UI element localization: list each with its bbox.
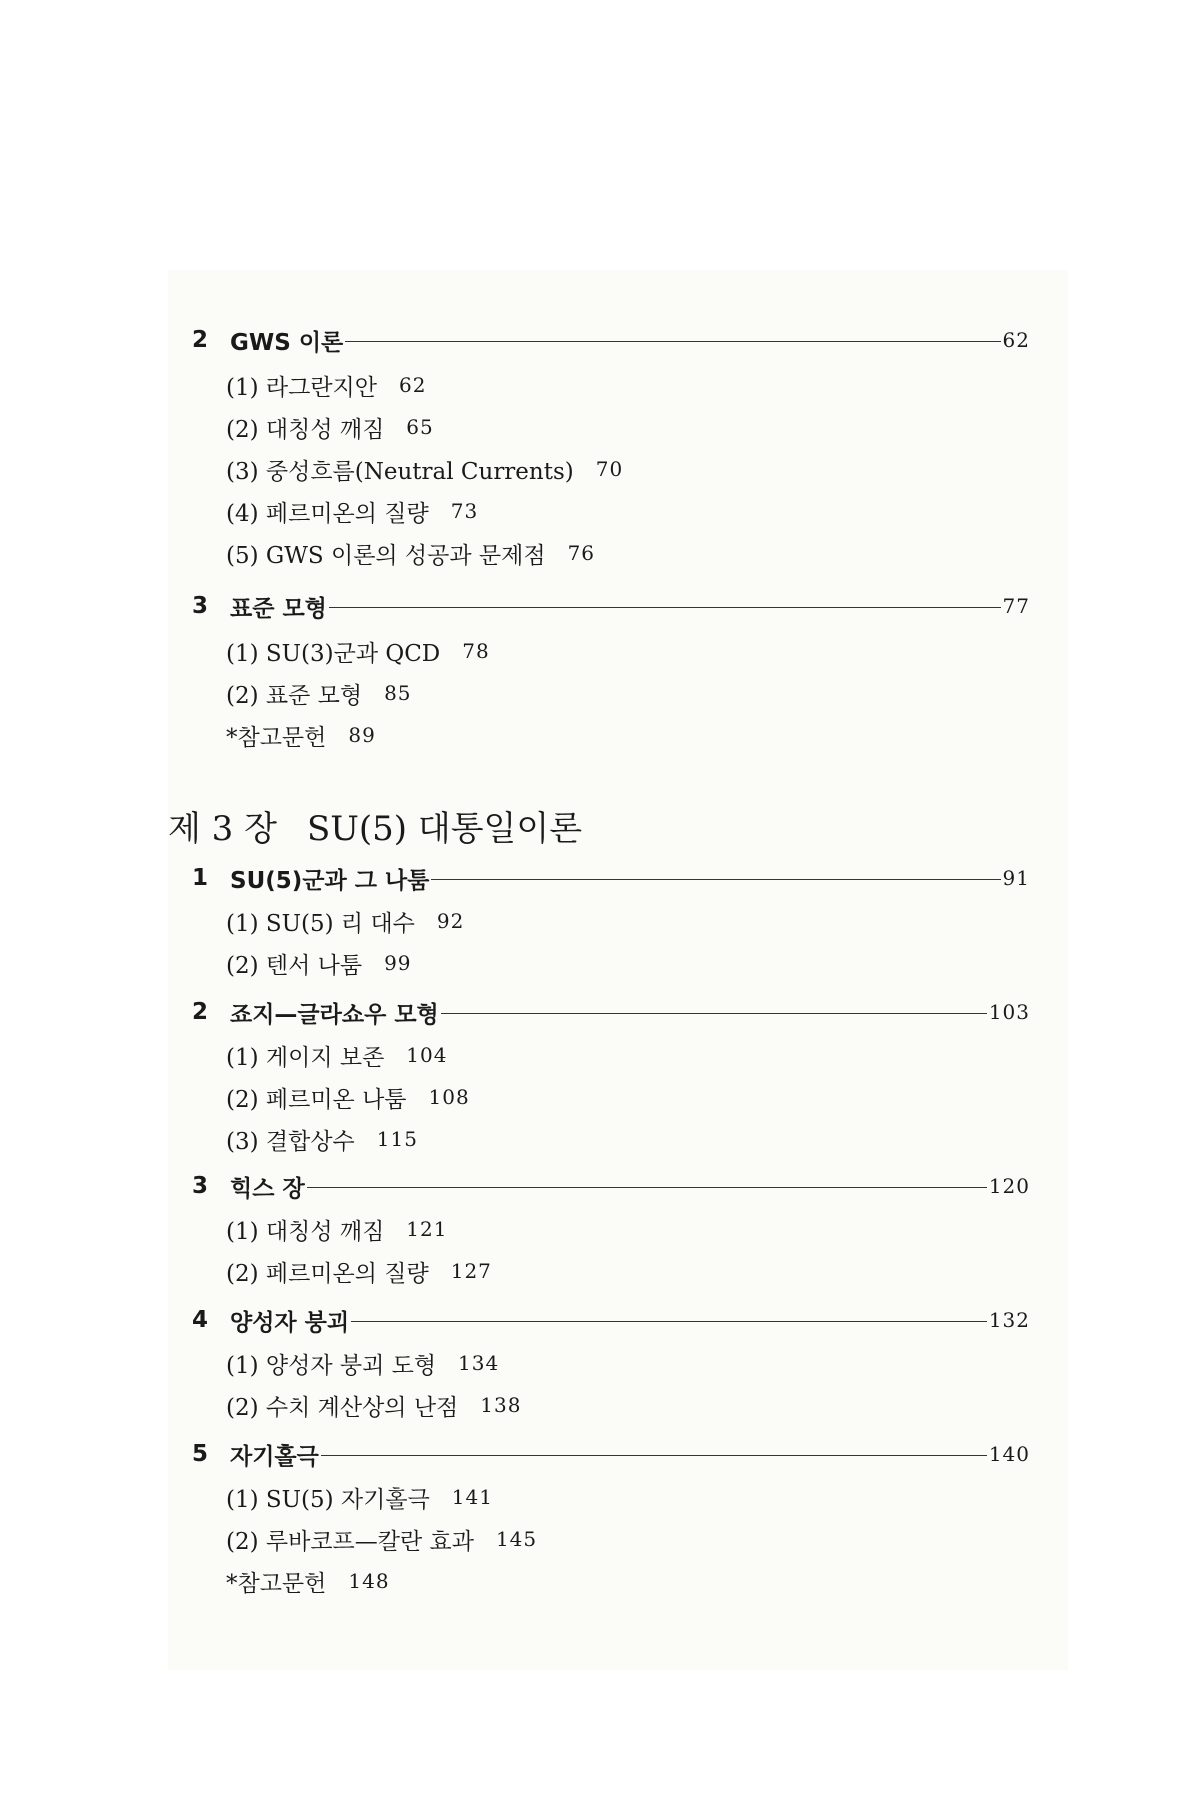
item-page: 121: [406, 1217, 448, 1241]
toc-item[interactable]: [226, 1254, 492, 1288]
toc-item[interactable]: [226, 1480, 493, 1514]
item-label: (2) 루바코프—칼란 효과: [226, 1528, 474, 1555]
item-label: (5) GWS 이론의 성공과 문제점: [226, 542, 546, 569]
item-label: (1) SU(3)군과 QCD: [226, 640, 441, 667]
item-page: 134: [458, 1351, 500, 1375]
toc-item[interactable]: [226, 410, 434, 444]
item-page: 78: [462, 639, 490, 663]
chapter-title: SU(5) 대통일이론: [306, 808, 583, 849]
item-label: (3) 중성흐름(Neutral Currents): [226, 458, 574, 485]
item-label: (1) SU(5) 자기홀극: [226, 1486, 430, 1513]
section-page: 77: [1002, 594, 1030, 618]
item-label: (2) 대칭성 깨짐: [226, 416, 385, 443]
item-page: 70: [595, 457, 624, 481]
toc-item[interactable]: [226, 1522, 537, 1556]
section-page: 103: [988, 1000, 1030, 1024]
toc-item[interactable]: [226, 368, 426, 402]
item-page: 65: [406, 415, 434, 439]
section-title: 자기홀극: [230, 1443, 319, 1470]
item-page: 92: [436, 909, 465, 933]
toc-item[interactable]: [226, 1212, 447, 1246]
toc-item[interactable]: [226, 494, 478, 528]
section-number: 2: [192, 999, 209, 1025]
item-label: (4) 페르미온의 질량: [226, 500, 429, 527]
section-number: 3: [192, 1173, 209, 1199]
item-page: 89: [348, 723, 376, 747]
item-page: 104: [406, 1043, 448, 1067]
item-page: 141: [451, 1485, 493, 1509]
toc-section-georgi-glashow[interactable]: [192, 994, 1030, 1030]
section-page: 120: [988, 1174, 1030, 1198]
toc-item[interactable]: [226, 452, 623, 486]
section-title: 양성자 붕괴: [230, 1309, 350, 1336]
toc-item[interactable]: [226, 1388, 521, 1422]
section-page: 91: [1002, 866, 1030, 890]
leader-rule: [307, 1187, 987, 1188]
section-title: 힉스 장: [230, 1175, 305, 1202]
toc-item[interactable]: [226, 1346, 499, 1380]
section-page: 62: [1002, 328, 1030, 352]
section-page: 132: [988, 1308, 1030, 1332]
toc-section-proton-decay[interactable]: [192, 1302, 1030, 1338]
toc-item[interactable]: [226, 904, 464, 938]
toc-item[interactable]: [226, 536, 595, 570]
toc-item[interactable]: [226, 676, 412, 710]
section-number: 4: [192, 1307, 209, 1333]
item-page: 148: [348, 1569, 390, 1593]
item-label: (1) 게이지 보존: [226, 1044, 385, 1071]
leader-rule: [351, 1321, 987, 1322]
toc-section-higgs-field[interactable]: [192, 1168, 1030, 1204]
item-page: 76: [567, 541, 596, 565]
section-title: GWS 이론: [230, 329, 344, 356]
item-page: 73: [450, 499, 479, 523]
toc-section-standard-model[interactable]: [192, 588, 1030, 624]
item-page: 138: [480, 1393, 522, 1417]
item-page: 115: [376, 1127, 418, 1151]
toc-section-su5-group[interactable]: [192, 860, 1030, 896]
section-title: 죠지—글라쇼우 모형: [230, 1001, 439, 1028]
item-page: 145: [495, 1527, 538, 1551]
item-label: (2) 페르미온의 질량: [226, 1260, 429, 1287]
section-title: 표준 모형: [230, 595, 327, 622]
chapter-label: 제 3 장: [168, 808, 277, 849]
section-page: 140: [988, 1442, 1030, 1466]
leader-rule: [345, 341, 1000, 342]
section-number: 5: [192, 1441, 209, 1467]
item-label: *참고문헌: [226, 1570, 327, 1597]
toc-item-references[interactable]: [226, 1564, 390, 1598]
toc-item[interactable]: [226, 1080, 470, 1114]
toc-item[interactable]: [226, 634, 490, 668]
item-page: 99: [384, 951, 412, 975]
leader-rule: [321, 1455, 987, 1456]
toc-section-gws[interactable]: [192, 322, 1030, 358]
section-title: SU(5)군과 그 나툼: [230, 867, 430, 894]
item-page: 108: [428, 1085, 470, 1109]
item-page: 127: [450, 1259, 492, 1283]
leader-rule: [441, 1013, 987, 1014]
item-label: (2) 표준 모형: [226, 682, 363, 709]
item-label: (2) 텐서 나툼: [226, 952, 363, 979]
toc-item[interactable]: [226, 1038, 447, 1072]
item-label: (1) 대칭성 깨짐: [226, 1218, 385, 1245]
section-number: 3: [192, 593, 209, 619]
item-label: *참고문헌: [226, 724, 327, 751]
toc-item[interactable]: [226, 1122, 418, 1156]
item-page: 85: [384, 681, 412, 705]
section-number: 2: [192, 327, 209, 353]
section-number: 1: [192, 865, 209, 891]
leader-rule: [329, 607, 1001, 608]
item-label: (2) 수치 계산상의 난점: [226, 1394, 459, 1421]
toc-item-references[interactable]: [226, 718, 376, 752]
item-label: (2) 페르미온 나툼: [226, 1086, 407, 1113]
chapter-heading[interactable]: [168, 800, 582, 850]
item-label: (1) 양성자 붕괴 도형: [226, 1352, 437, 1379]
item-page: 62: [398, 373, 427, 397]
toc-section-magnetic-monopole[interactable]: [192, 1436, 1030, 1472]
item-label: (1) 라그란지안: [226, 374, 377, 401]
toc-item[interactable]: [226, 946, 412, 980]
item-label: (3) 결합상수: [226, 1128, 355, 1155]
leader-rule: [431, 879, 1000, 880]
item-label: (1) SU(5) 리 대수: [226, 910, 415, 937]
